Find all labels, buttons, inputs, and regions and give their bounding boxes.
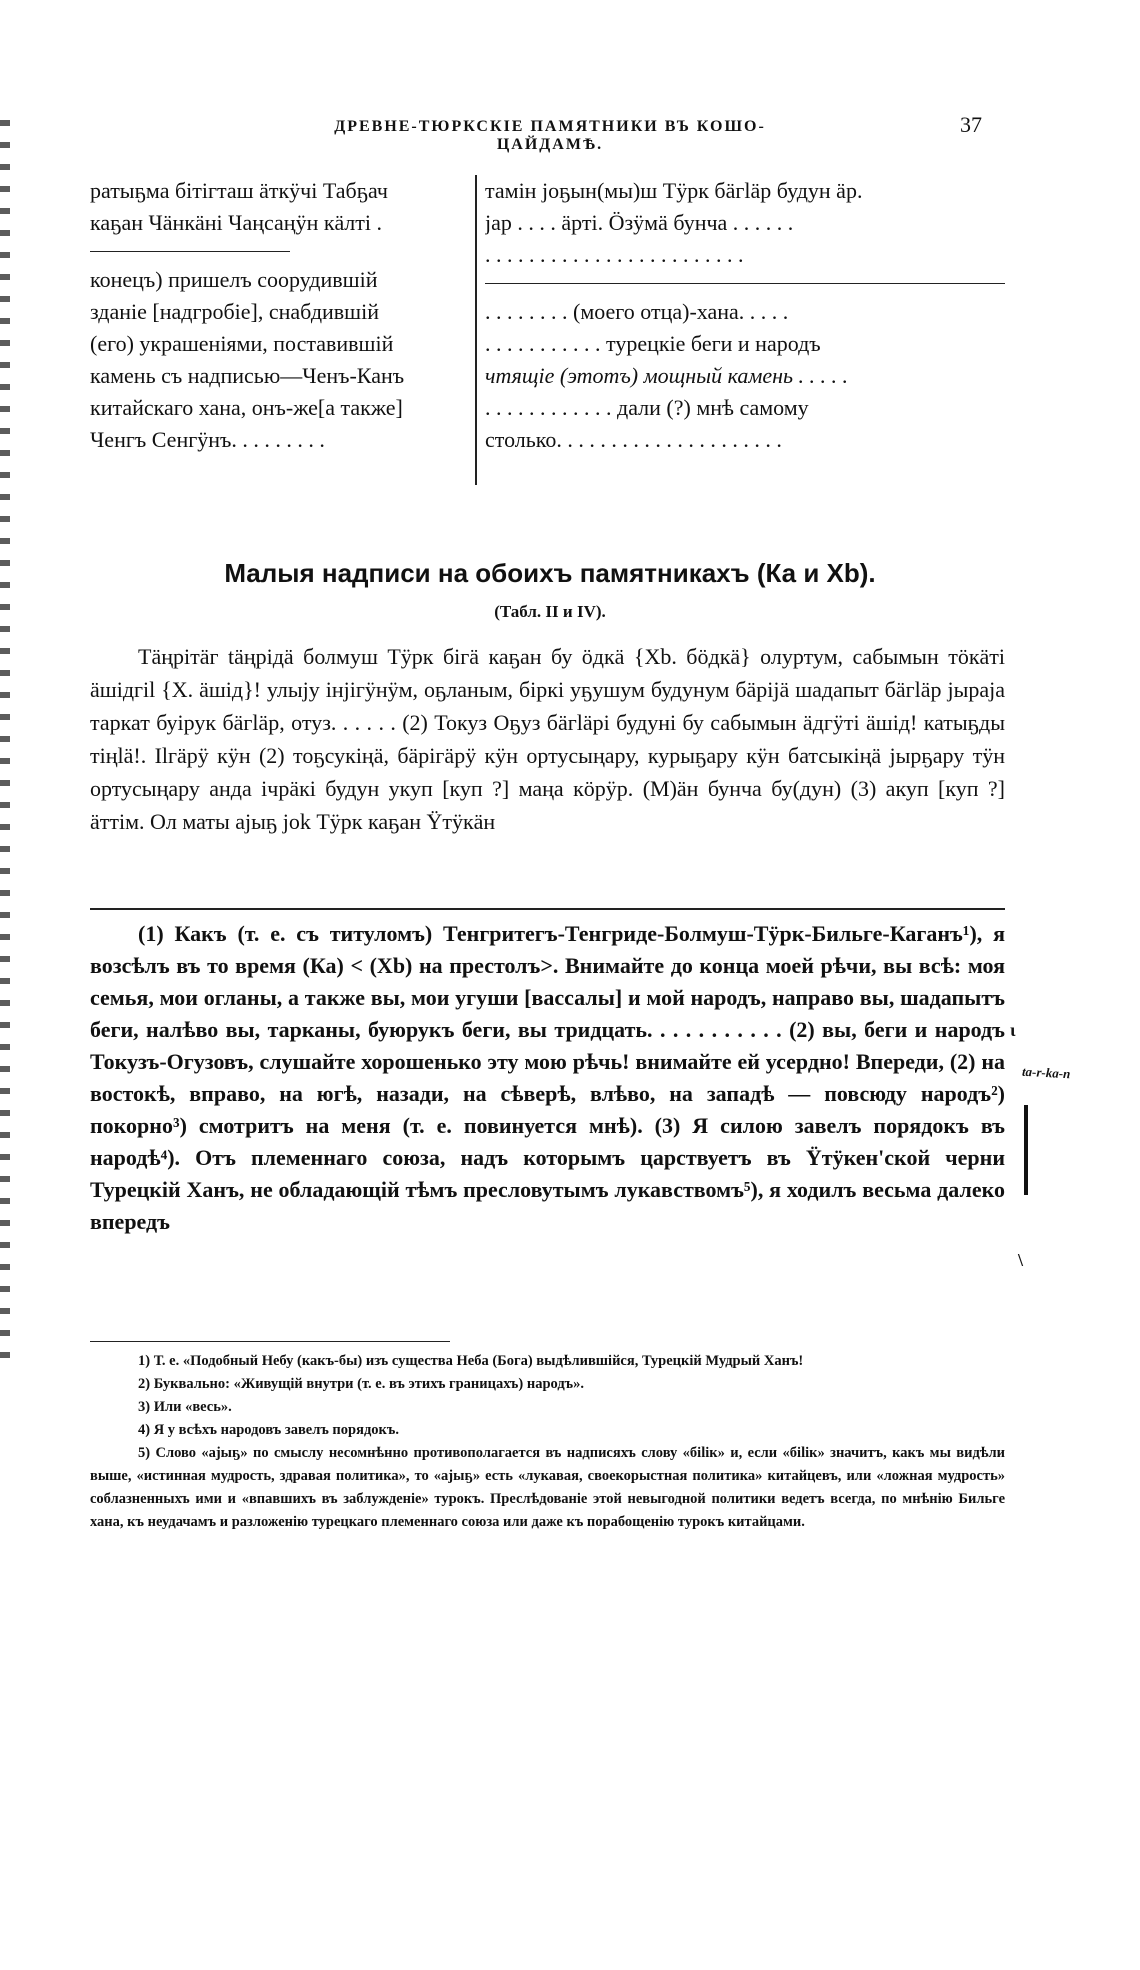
column-divider [475, 175, 477, 485]
footnote: 3) Или «весь». [138, 1399, 232, 1415]
margin-tick: ι [1010, 1020, 1016, 1040]
footnote-rule [90, 1341, 450, 1342]
plate-reference: (Табл. II и IV). [494, 602, 606, 621]
left-translit-line: каҕан Чäнкäні Чаңсаңÿн кäлті . [90, 210, 383, 235]
footnote: 2) Буквально: «Живущій внутри (т. е. въ этихъ границахъ) народъ». [138, 1376, 585, 1392]
right-translit-line: . . . . . . . . . . . . . . . . . . . . . . . . [485, 242, 744, 267]
right-translation-line: . . . . . . . . . . . турецкіе беги и народъ [485, 331, 821, 356]
margin-handwritten-note: ta-r-ka-n [1021, 1063, 1071, 1082]
footnote: 4) Я у всѣхъ народовъ завелъ порядокъ. [138, 1422, 399, 1438]
running-header: ДРЕВНЕ-ТЮРКСКІЕ ПАМЯТНИКИ ВЪ КОШО-ЦАЙДАМѢ. [334, 118, 766, 153]
transliteration-block [90, 640, 1005, 838]
section-rule [90, 908, 1005, 910]
left-translit-line: ратыҕма бітігташ äткÿчі Табҕач [90, 178, 388, 203]
right-translation-line: . . . . . . . . . . . . дали (?) мнѣ самому [485, 395, 809, 420]
column-rule [485, 283, 1005, 284]
left-translation-line: зданіе [надгробіе], снабдившій [90, 299, 380, 324]
margin-mark-bar [1024, 1105, 1028, 1195]
column-rule [90, 251, 290, 252]
margin-tick: \ [1018, 1250, 1024, 1270]
left-translation-line: (его) украшеніями, поставившій [90, 331, 394, 356]
footnote: 1) Т. е. «Подобный Небу (какъ-бы) изъ существа Неба (Бога) выдѣлившійся, Турецкій Мудрый Ханъ! [138, 1353, 804, 1369]
right-translation-line: чтящіе (этотъ) мощный камень . . . . . [485, 363, 849, 388]
left-margin-binding [0, 120, 10, 1360]
left-column [90, 175, 465, 456]
right-translit-line: јар . . . . äрті. Öзÿмä бунча . . . . . . [485, 210, 794, 235]
translation-paragraph: (1) Какъ (т. е. съ титуломъ) Тенгритегъ-Тенгриде-Болмуш-Тÿрк-Бильге-Каганъ¹), я возсѣлъ въ то время (Ка) < (Xb) на престолъ>. Внимайте до конца моей рѣчи, вы всѣ: моя семья, мои огланы, а также вы, мои угуши [вассалы] и мой народъ, направо вы, шадапытъ беги, налѣво вы, тарканы, буюрукъ беги, вы тридцать. . . . . . . . . . . (2) вы, беги и народъ Токузъ-Огузовъ, слушайте хорошенько эту мою рѣчь! внимайте ей усердно! Впереди, (2) на востокѣ, вправо, на югѣ, назади, на сѣверѣ, влѣво, на западѣ — повсюду народъ²) покорно³) смотритъ на меня (т. е. повинуется мнѣ). (3) Я силою завелъ порядокъ въ народѣ⁴). Отъ племеннаго союза, надъ которымъ царствуетъ въ Ÿтÿкен'ской черни Турецкій Ханъ, не обладающій тѣмъ пресловутымъ лукавствомъ⁵), я ходилъ весьма далеко впередъ [90, 921, 1005, 1234]
left-translation-line: китайскаго хана, онъ-же[а также] [90, 395, 403, 420]
right-translation-line: . . . . . . . . (моего отца)-хана. . . . . [485, 299, 789, 324]
footnote: 5) Слово «аjыҕ» по смыслу несомнѣнно противополагается въ надписяхъ слову «біlік» и, если «біlік» значитъ, какъ мы видѣли выше, «истинная мудрость, здравая политика», то «аjыҕ» есть «лукавая, своекорыстная политика» китайцевъ, или «ложная мудрость» соблазненныхъ ими и «впавшихъ въ заблужденіе» турокъ. Преслѣдованіе этой невыгодной политики ведетъ всегда, по мнѣнію Бильге хана, къ неудачамъ и разложенію турецкаго племеннаго союза или даже къ порабощенію турокъ китайцами. [90, 1445, 1005, 1530]
left-translation-line: камень съ надписью—Ченъ-Канъ [90, 363, 405, 388]
page-number: 37 [960, 112, 982, 137]
right-translation-line: столько. . . . . . . . . . . . . . . . . . . . . [485, 427, 782, 452]
right-translit-line: тамін јоҕын(мы)ш Тÿрк бäгläр будун äр. [485, 178, 863, 203]
translation-block [90, 918, 1005, 1238]
right-column [485, 175, 1005, 456]
transliteration-paragraph: Täңрітäг täңрідä болмуш Тÿрк бiгä каҕан бу öдкä {Xb. бöдкä} олуртум, сабымын тöкäті äшідгіl {X. äшід}! улыју інјігÿнÿм, оҕланым, біркі уҕушум будунум бäріјä шадапыт бäгläр јыраја таркат буірук бäгläр, отуз. . . . . . (2) Токуз Оҕуз бäгläрі будуні бу сабымын äдгÿті äшід! катыҕды тіңlä!. Ilгäрÿ кÿн (2) тоҕсукіңä, бäрігäрÿ кÿн ортусыңару, курыҕару кÿн батсыкіңä јырҕару тÿн ортусыңару анда ічрäкі будун укуп [куп ?] маңа кöрÿр. (М)äн бунча бу(дун) (3) акуп [куп ?] äттім. Ол маты аjыҕ jok Тÿрк каҕан Ÿтÿкäн [90, 644, 1005, 834]
section-title: Малыя надписи на обоихъ памятникахъ (Ка и Xb). [224, 558, 876, 588]
left-translation-line: Ченгъ Сенгÿнъ. . . . . . . . . [90, 427, 325, 452]
footnotes [90, 1350, 1005, 1534]
left-translation-line: конецъ) пришелъ соорудившій [90, 267, 378, 292]
two-column-section [90, 175, 1010, 495]
